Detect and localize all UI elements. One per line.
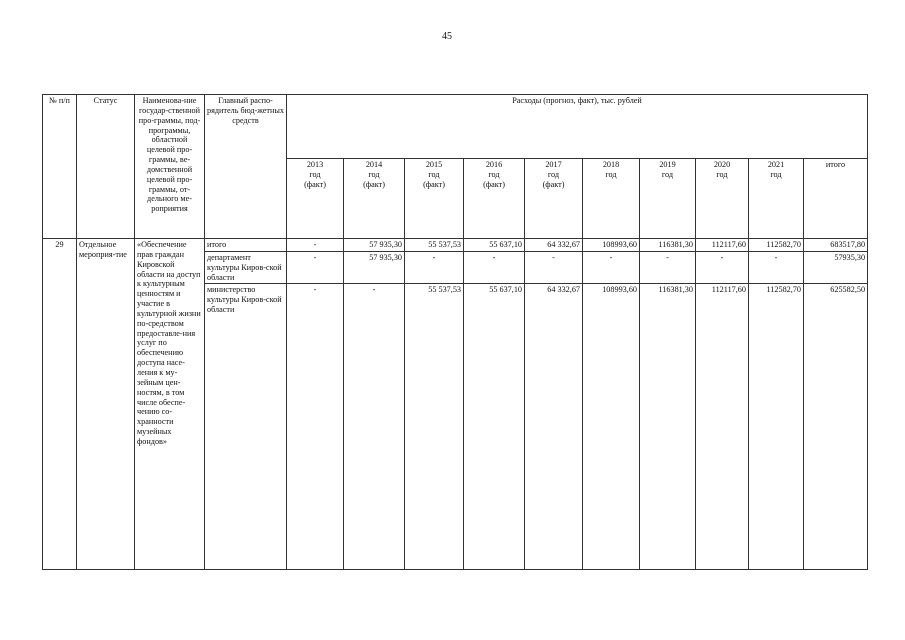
value-cell: - [583, 251, 640, 284]
value-cell: - [640, 251, 696, 284]
record-name: «Обеспечение прав граждан Кировской области на доступ к культурным ценностям и участие в культурной жизни по-средством предоставле-ния услуг по обеспечению доступа насе-ления к му-зейным цен-ностям, в том числе обеспе-чению со-хранности музейных фондов» [135, 239, 205, 570]
value-cell: - [525, 251, 583, 284]
value-cell: 64 332,67 [525, 239, 583, 252]
value-cell: - [287, 251, 344, 284]
header-row [43, 95, 868, 159]
header-year: 2015 год (факт) [405, 159, 464, 239]
value-cell: 55 537,53 [405, 239, 464, 252]
value-cell: 64 332,67 [525, 284, 583, 570]
admin-cell: итого [205, 239, 287, 252]
record-status: Отдельное мероприя-тие [77, 239, 135, 570]
value-cell: - [287, 284, 344, 570]
value-cell: 112582,70 [749, 284, 804, 570]
header-status: Статус [77, 95, 135, 239]
record-num: 29 [43, 239, 77, 570]
value-cell: 116381,30 [640, 239, 696, 252]
header-year: 2016 год (факт) [464, 159, 525, 239]
header-total: итого [804, 159, 868, 239]
header-year: 2019 год [640, 159, 696, 239]
admin-cell: департамент культуры Киров-ской области [205, 251, 287, 284]
header-admin: Главный распо-рядитель бюд-жетных средств [205, 95, 287, 239]
value-cell: 116381,30 [640, 284, 696, 570]
value-cell: 57935,30 [804, 251, 868, 284]
value-cell: - [405, 251, 464, 284]
header-year: 2014 год (факт) [344, 159, 405, 239]
value-cell: 55 637,10 [464, 239, 525, 252]
value-cell: - [749, 251, 804, 284]
header-num: № п/п [43, 95, 77, 239]
page-number: 45 [442, 31, 452, 42]
value-cell: 108993,60 [583, 284, 640, 570]
value-cell: - [464, 251, 525, 284]
value-cell: 683517,80 [804, 239, 868, 252]
value-cell: 55 637,10 [464, 284, 525, 570]
value-cell: 57 935,30 [344, 251, 405, 284]
admin-cell: министерство культуры Киров-ской области [205, 284, 287, 570]
value-cell: - [696, 251, 749, 284]
header-expenses: Расходы (прогноз, факт), тыс. рублей [287, 95, 868, 159]
budget-table [42, 94, 868, 570]
header-name: Наименова-ние государ-ственной про-граммы, под-программы, областной целевой про-граммы, ве-домственной целевой про-граммы, от-дельного ме-роприятия [135, 95, 205, 239]
value-cell: 55 537,53 [405, 284, 464, 570]
value-cell: 108993,60 [583, 239, 640, 252]
header-year: 2021 год [749, 159, 804, 239]
table-row [43, 239, 868, 252]
header-year: 2013 год (факт) [287, 159, 344, 239]
value-cell: 112582,70 [749, 239, 804, 252]
value-cell: 625582,50 [804, 284, 868, 570]
header-year: 2017 год (факт) [525, 159, 583, 239]
value-cell: - [287, 239, 344, 252]
header-year: 2020 год [696, 159, 749, 239]
value-cell: - [344, 284, 405, 570]
value-cell: 57 935,30 [344, 239, 405, 252]
value-cell: 112117,60 [696, 239, 749, 252]
value-cell: 112117,60 [696, 284, 749, 570]
header-year: 2018 год [583, 159, 640, 239]
